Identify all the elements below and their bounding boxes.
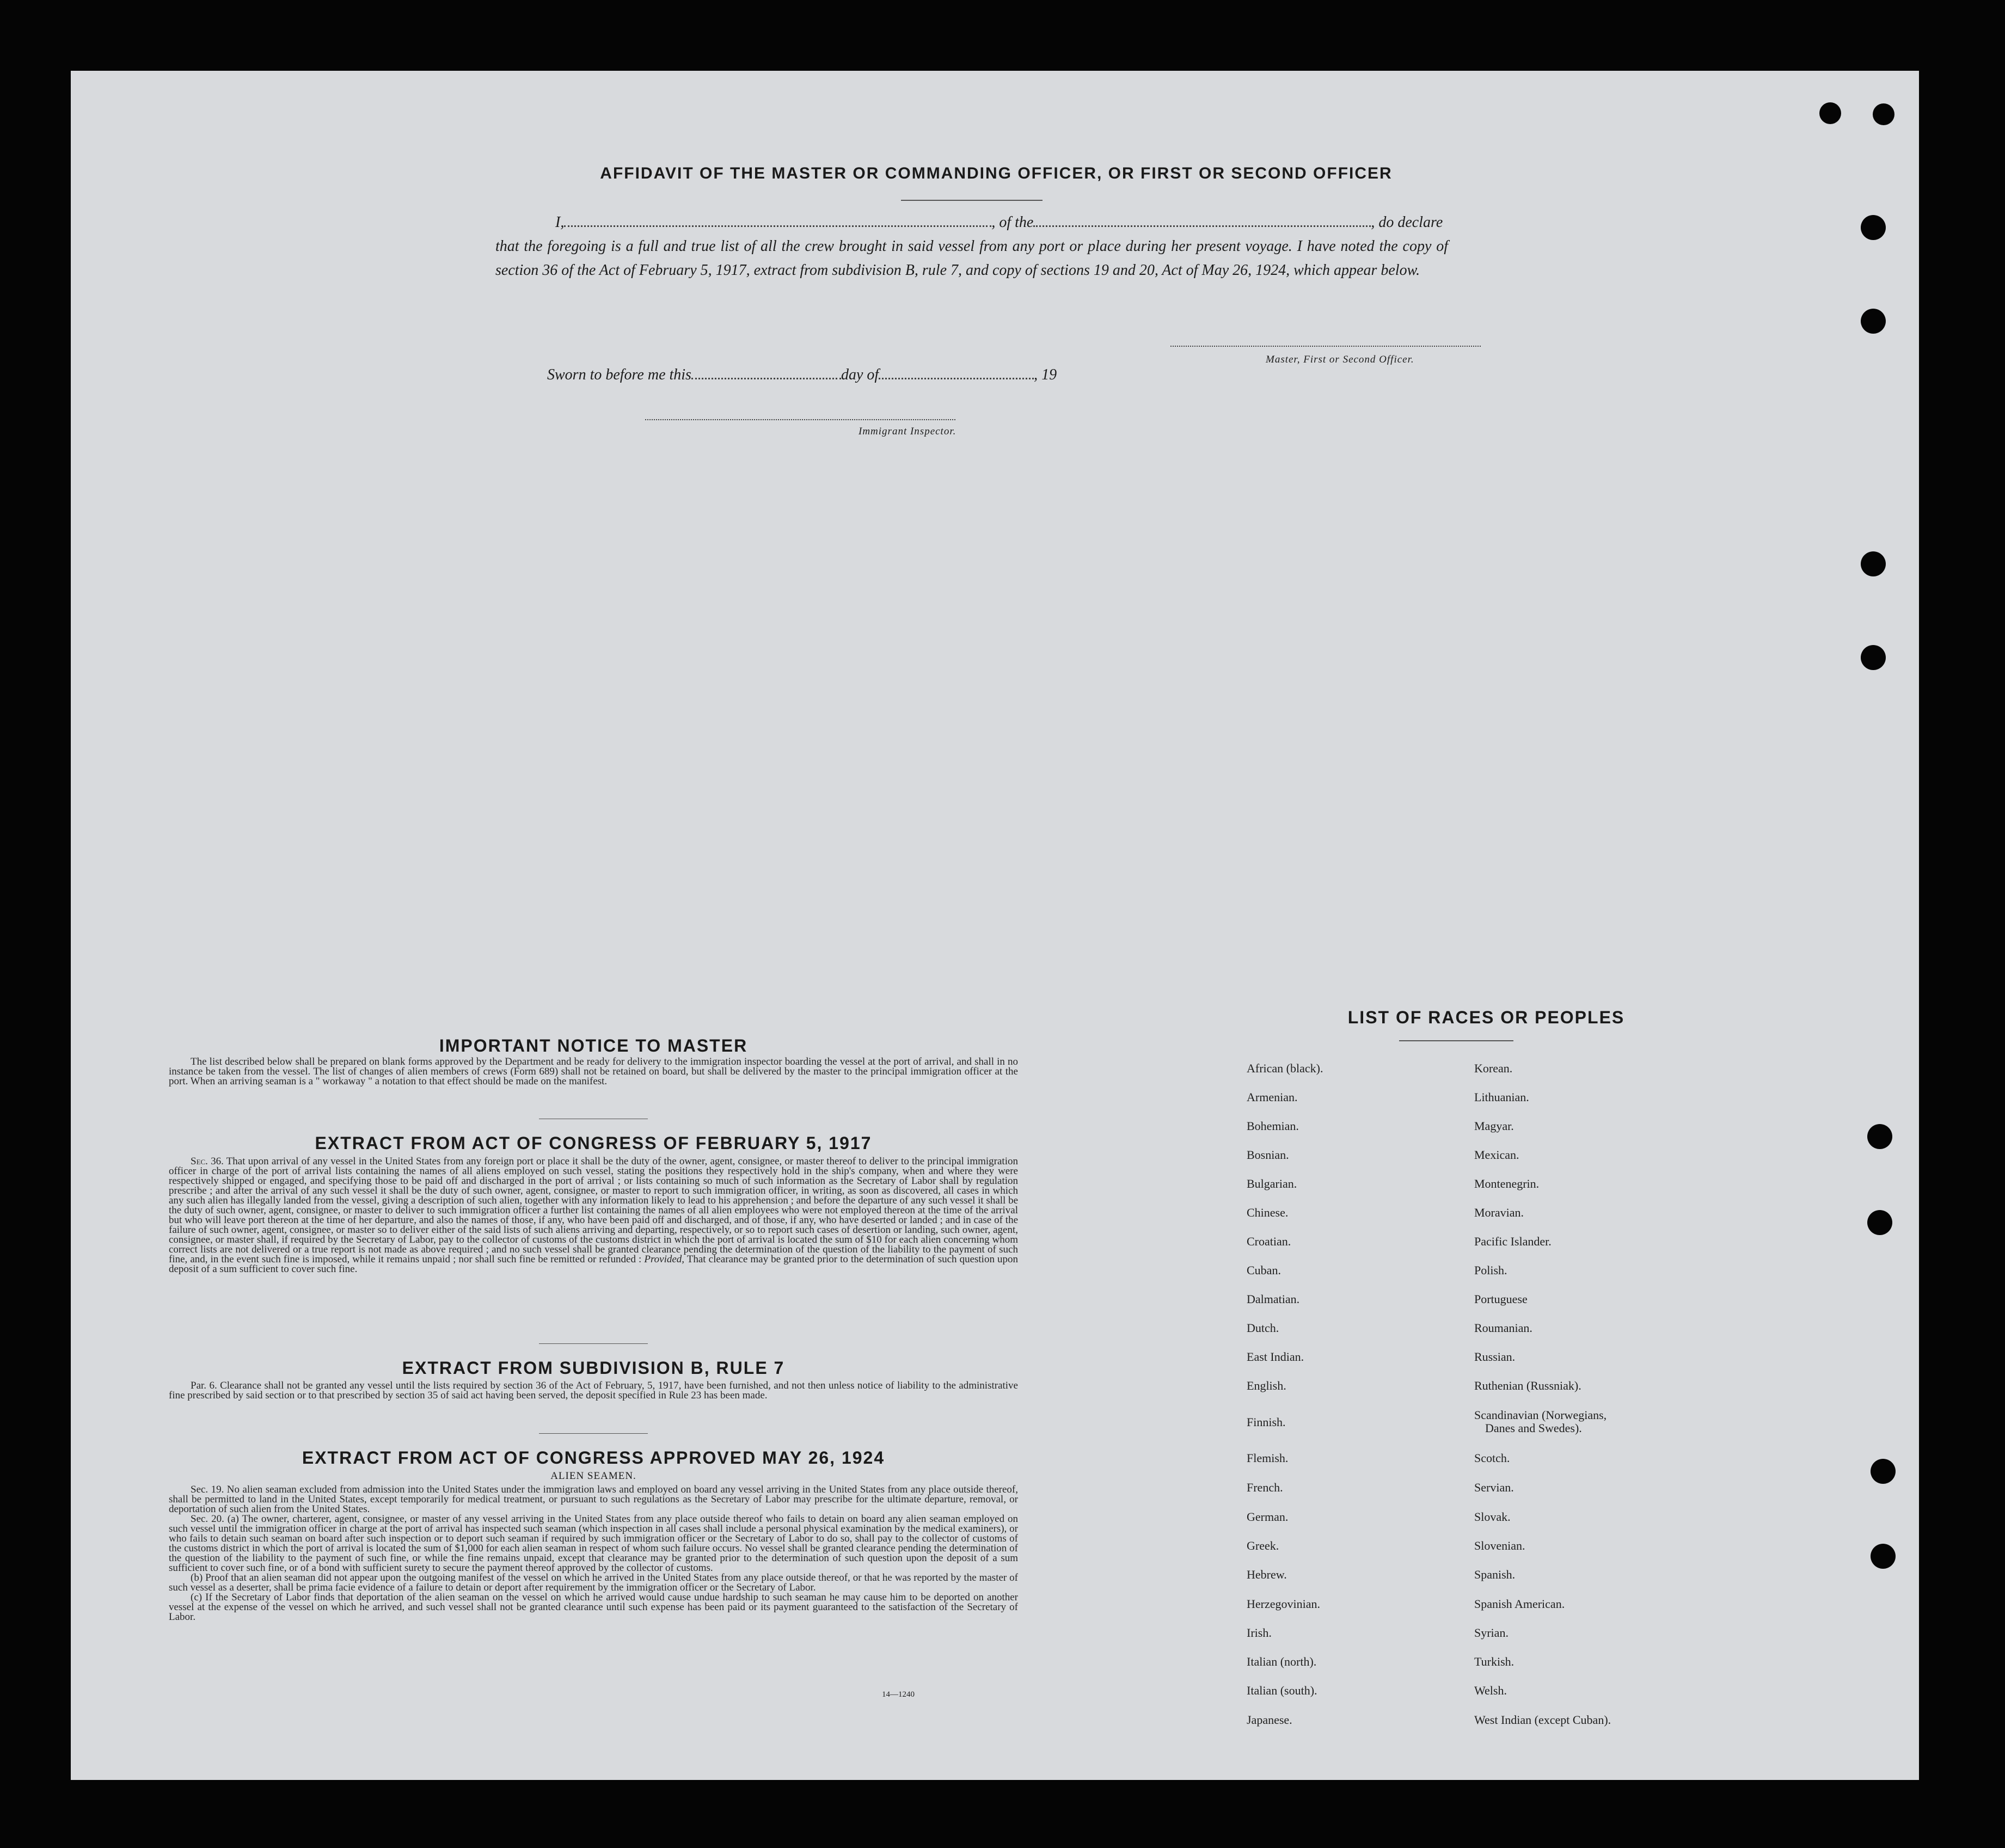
inspector-signature-label: Immigrant Inspector. <box>859 426 956 437</box>
race-item: Slovak. <box>1474 1510 1511 1524</box>
binder-hole <box>1819 102 1841 124</box>
sworn-day-blank[interactable] <box>691 378 841 379</box>
race-item: Croatian. <box>1247 1235 1291 1248</box>
divider-3 <box>539 1433 648 1434</box>
race-item: East Indian. <box>1247 1350 1304 1364</box>
races-title: LIST OF RACES OR PEOPLES <box>1347 1008 1625 1027</box>
race-item: Portuguese <box>1474 1292 1528 1306</box>
race-item: Finnish. <box>1247 1415 1286 1429</box>
race-item: Welsh. <box>1474 1684 1507 1697</box>
divider-2 <box>539 1343 648 1344</box>
race-item: Turkish. <box>1474 1655 1515 1668</box>
affidavit-do-declare: , do declare <box>1371 214 1443 231</box>
race-item: African (black). <box>1247 1061 1323 1075</box>
race-item: Spanish American. <box>1474 1597 1565 1611</box>
race-item: Scandinavian (Norwegians, Danes and Swedes). <box>1474 1408 1607 1435</box>
extract-1924-text: Sec. 19. No alien seaman excluded from admission into the United States under the immigration laws and employed on board any vessel arriving in the United States from any place outside thereof, shall be permitted to land in the United States, except temporarily for medical treatment, or pursuant to such regulations as the Secretary of Labor may prescribe for the ultimate departure, removal, or deportation of such alien from the United States. Sec. 20. (a) The owner, charterer, agent, consignee, or master of any vessel arriving in the United States from any place outside thereof who fails to detain on board any alien seaman employed on such vessel until the immigration officer in charge at the port of arrival has inspected such seaman (which inspection in all cases shall include a personal physical examination by the medical examiners), or who fails to detain such seaman on board after such inspection or to deport such seaman if required by such immigration officer or the Secretary of Labor to do so, shall pay to the collector of customs of the customs district in which the port of arrival is located the sum of $1,000 for each alien seaman in respect of whom such failure occurs. No vessel shall be granted clearance pending the determination of the question of the liability to the payment of such fine, or while the fine remains unpaid, except that clearance may be granted prior to the determination of such question upon the deposit of a sum sufficient to cover such fine, or of a bond with sufficient surety to secure the payment thereof approved by the collector of customs. (b) Proof that an alien seaman did not appear upon the outgoing manifest of the vessel on which he arrived in the United States from any place outside thereof, or that he was reported by the master of such vessel as a deserter, shall be prima facie evidence of a failure to detain or deport after requirement by the immigration officer or the Secretary of Labor. (c) If the Secretary of Labor finds that deportation of the alien seaman on the vessel on which he arrived would cause undue hardship to such seaman he may cause him to be deported on another vessel at the expense of the vessel on which he arrived, and such vessel shall not be granted clearance until such expense has been paid or its payment guaranteed to the satisfaction of the Secretary of Labor. <box>169 1484 1018 1623</box>
race-item: Armenian. <box>1247 1090 1298 1104</box>
affidavit-title-rule <box>901 200 1043 201</box>
race-item: Bulgarian. <box>1247 1177 1297 1190</box>
binder-hole <box>1861 309 1886 334</box>
race-item: Korean. <box>1474 1061 1513 1075</box>
race-item: Servian. <box>1474 1481 1514 1494</box>
vessel-blank[interactable] <box>1033 225 1371 227</box>
binder-hole <box>1873 103 1894 125</box>
extract-rule7-text: Par. 6. Clearance shall not be granted any vessel until the lists required by section 36 of the Act of February, 5, 1917, have been furnished, and not then unless notice of liability to the administrative fine prescribed by said section or to that prescribed by section 35 of said act having been served, the deposit specified in Rule 23 has been made. <box>169 1380 1018 1401</box>
binder-hole <box>1867 1124 1892 1149</box>
extract-rule7-title: EXTRACT FROM SUBDIVISION B, RULE 7 <box>402 1358 785 1378</box>
race-item: Cuban. <box>1247 1263 1281 1277</box>
race-item: Bosnian. <box>1247 1148 1289 1162</box>
races-title-rule <box>1399 1040 1513 1041</box>
race-item: Bohemian. <box>1247 1119 1299 1133</box>
affidavit-of-the: , of the <box>991 214 1034 231</box>
race-item: Greek. <box>1247 1539 1279 1552</box>
race-item: Scotch. <box>1474 1451 1510 1465</box>
document-page <box>71 71 1919 1780</box>
race-item: Irish. <box>1247 1626 1272 1640</box>
binder-hole <box>1867 1210 1892 1235</box>
race-item: Moravian. <box>1474 1206 1524 1219</box>
race-item: French. <box>1247 1481 1283 1494</box>
race-item-continuation: Danes and Swedes). <box>1485 1421 1582 1435</box>
race-item: Lithuanian. <box>1474 1090 1529 1104</box>
extract-1917-text: Sec. 36. That upon arrival of any vessel in the United States from any foreign port or place it shall be the duty of the owner, agent, consignee, or master thereof to deliver to the principal immigration officer in charge of the port of arrival lists containing the names of all aliens employed on such vessel, stating the positions they respectively hold in the ship's company, when and where they were respectively shipped or engaged, and specifying those to be paid off and discharged in the port of arrival ; or lists containing so much of such information as the Secretary of Labor shall by regulation prescribe ; and after the arrival of any such vessel it shall be the duty of such owner, agent, consignee, or master to report to such immigration officer, in writing, as soon as discovered, all cases in which any such alien has illegally landed from the vessel, giving a description of such alien, together with any information likely to lead to his apprehension ; and before the departure of any such vessel it shall be the duty of such owner, agent, consignee, or master to deliver to such immigration officer a further list containing the names of all alien employees who were not employed thereon at the time of the arrival but who will leave port thereon at the time of her departure, and also the names of those, if any, who have been paid off and discharged, and of those, if any, who have deserted or landed ; and in case of the failure of such owner, agent, consignee, or master so to deliver either of the said lists of such aliens arriving and departing, respectively, or so to report such cases of desertion or landing, such owner, agent, consignee, or master shall, if required by the Secretary of Labor, pay to the collector of customs of the customs district in which the port of arrival is located the sum of $10 for each alien concerning whom correct lists are not delivered or a true report is not made as above required ; and no such vessel shall be granted clearance pending the determination of the question of the liability to the payment of such fine, and, in the event such fine is imposed, while it remains unpaid ; nor shall such fine be remitted or refunded : Provided, That clearance may be granted prior to the determination of such question upon deposit of a sum sufficient to cover such fine. <box>169 1156 1019 1275</box>
name-blank[interactable] <box>564 225 991 227</box>
race-item: Magyar. <box>1474 1119 1514 1133</box>
race-item: Flemish. <box>1247 1451 1289 1465</box>
affidavit-body: that the foregoing is a full and true list of all the crew brought in said vessel from any port or place during her present voyage. I have noted the copy of section 36 of the Act of February 5, 1917, extract from subdivision B, rule 7, and copy of sections 19 and 20, Act of May 26, 1924, which appear below. <box>495 238 1448 279</box>
race-item: Chinese. <box>1247 1206 1289 1219</box>
extract-1924-subtitle: ALIEN SEAMEN. <box>550 1470 636 1482</box>
race-item: Hebrew. <box>1247 1568 1287 1581</box>
race-item: Montenegrin. <box>1474 1177 1540 1190</box>
race-item: Dutch. <box>1247 1321 1279 1335</box>
race-item: Polish. <box>1474 1263 1507 1277</box>
sworn-month-blank[interactable] <box>879 378 1034 379</box>
race-item: Herzegovinian. <box>1247 1597 1320 1611</box>
race-item: Japanese. <box>1247 1713 1292 1727</box>
race-item: Italian (north). <box>1247 1655 1317 1668</box>
extract-1924-title: EXTRACT FROM ACT OF CONGRESS APPROVED MAY 26, 1924 <box>302 1448 885 1468</box>
master-signature-label: Master, First or Second Officer. <box>1266 354 1414 365</box>
binder-hole <box>1871 1544 1896 1569</box>
sworn-line <box>547 363 1200 387</box>
affidavit-line-1 <box>495 211 1448 235</box>
binder-hole <box>1861 551 1886 576</box>
race-item: Spanish. <box>1474 1568 1516 1581</box>
year-text: , 19 <box>1034 366 1057 383</box>
form-number: 14—1240 <box>882 1690 915 1699</box>
race-item: Dalmatian. <box>1247 1292 1300 1306</box>
race-item: Roumanian. <box>1474 1321 1532 1335</box>
inspector-signature-line <box>645 419 955 421</box>
binder-hole <box>1861 215 1886 240</box>
race-item: Mexican. <box>1474 1148 1519 1162</box>
race-item: English. <box>1247 1379 1286 1392</box>
race-item: Italian (south). <box>1247 1684 1317 1697</box>
binder-hole <box>1861 645 1886 670</box>
extract-1917-title: EXTRACT FROM ACT OF CONGRESS OF FEBRUARY 5, 1917 <box>315 1133 872 1153</box>
race-item: Pacific Islander. <box>1474 1235 1552 1248</box>
race-item: German. <box>1247 1510 1289 1524</box>
sworn-text: Sworn to before me this <box>547 366 691 383</box>
notice-title: IMPORTANT NOTICE TO MASTER <box>439 1036 748 1055</box>
race-item: Syrian. <box>1474 1626 1509 1640</box>
day-of-text: day of <box>841 366 879 383</box>
affidavit-title: AFFIDAVIT OF THE MASTER OR COMMANDING OFFICER, OR FIRST OR SECOND OFFICER <box>600 164 1393 182</box>
race-item: Russian. <box>1474 1350 1516 1364</box>
race-item: Ruthenian (Russniak). <box>1474 1379 1581 1392</box>
notice-text: The list described below shall be prepared on blank forms approved by the Department and be ready for delivery to the immigration inspector boarding the vessel at the port of arrival, and shall in no instance be taken from the vessel. The list of changes of alien members of crews (Form 689) shall not be retained on board, but shall be delivered by the master to the principal immigration officer at the port. When an arriving seaman is a " workaway " a notation to that effect should be made on the manifest. <box>169 1056 1018 1087</box>
binder-hole <box>1871 1459 1896 1484</box>
race-item: Slovenian. <box>1474 1539 1525 1552</box>
master-signature-line <box>1170 346 1481 348</box>
race-item: West Indian (except Cuban). <box>1474 1713 1611 1727</box>
affidavit-i: I, <box>555 214 565 231</box>
